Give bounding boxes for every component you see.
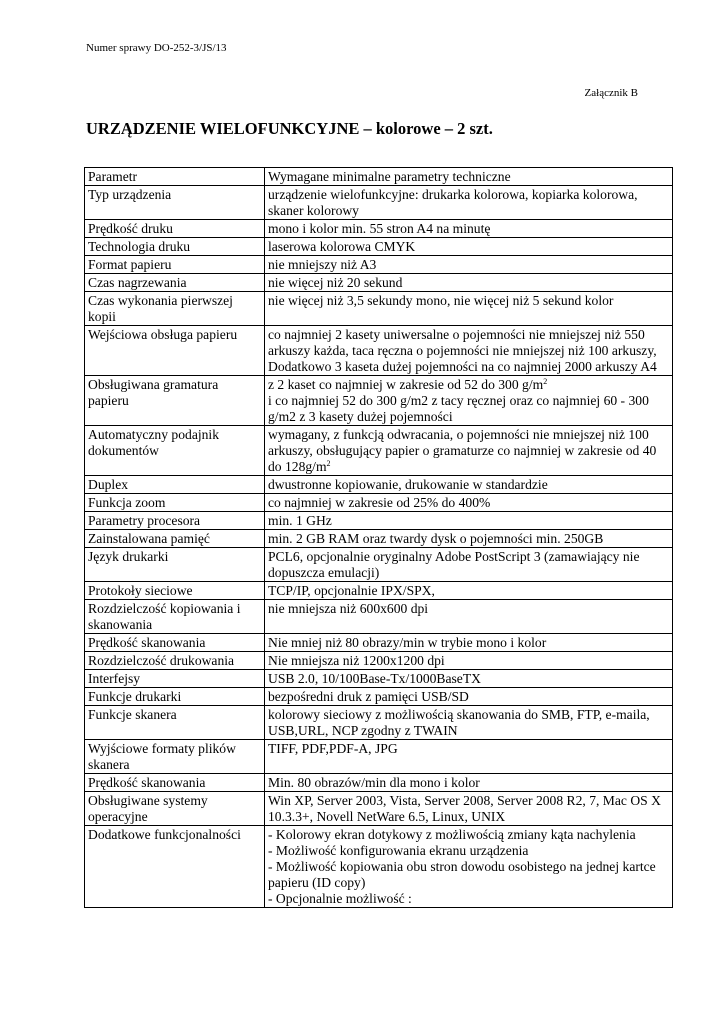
param-cell: Prędkość druku (85, 220, 265, 238)
value-text: z 2 kaset co najmniej w zakresie od 52 do 300 g/m (268, 377, 544, 392)
superscript: 2 (326, 459, 331, 468)
value-cell: Win XP, Server 2003, Vista, Server 2008, Server 2008 R2, 7, Mac OS X 10.3.3+, Novell NetWare 6.5, Linux, UNIX (265, 792, 673, 826)
param-cell: Rozdzielczość kopiowania i skanowania (85, 600, 265, 634)
param-cell: Format papieru (85, 256, 265, 274)
table-row (85, 652, 673, 670)
table-row (85, 256, 673, 274)
value-cell: TCP/IP, opcjonalnie IPX/SPX, (265, 582, 673, 600)
value-cell: Nie mniej niż 80 obrazy/min w trybie mono i kolor (265, 634, 673, 652)
table-row (85, 634, 673, 652)
table-row (85, 512, 673, 530)
table-row (85, 220, 673, 238)
param-cell: Rozdzielczość drukowania (85, 652, 265, 670)
param-cell: Duplex (85, 476, 265, 494)
table-row (85, 292, 673, 326)
value-cell: nie mniejsza niż 600x600 dpi (265, 600, 673, 634)
value-line: - Możliwość kopiowania obu stron dowodu osobistego na jednej kartce papieru (ID copy) (268, 859, 656, 890)
value-cell: co najmniej w zakresie od 25% do 400% (265, 494, 673, 512)
value-cell: nie mniejszy niż A3 (265, 256, 673, 274)
value-cell: urządzenie wielofunkcyjne: drukarka kolorowa, kopiarka kolorowa, skaner kolorowy (265, 186, 673, 220)
table-row (85, 530, 673, 548)
value-line: - Możliwość konfigurowania ekranu urządzenia (268, 843, 529, 858)
param-cell: Obsługiwane systemy operacyjne (85, 792, 265, 826)
param-cell: Parametry procesora (85, 512, 265, 530)
param-cell: Funkcje drukarki (85, 688, 265, 706)
table-row (85, 186, 673, 220)
param-cell: Czas wykonania pierwszej kopii (85, 292, 265, 326)
param-cell: Typ urządzenia (85, 186, 265, 220)
table-row (85, 670, 673, 688)
param-cell: Prędkość skanowania (85, 774, 265, 792)
table-row (85, 376, 673, 426)
annex-label: Załącznik B (584, 87, 638, 99)
table-row (85, 476, 673, 494)
value-cell (265, 426, 673, 476)
value-cell (265, 826, 673, 908)
table-row (85, 274, 673, 292)
param-cell: Automatyczny podajnik dokumentów (85, 426, 265, 476)
param-cell: Interfejsy (85, 670, 265, 688)
value-cell: PCL6, opcjonalnie oryginalny Adobe PostScript 3 (zamawiający nie dopuszcza emulacji) (265, 548, 673, 582)
param-cell: Prędkość skanowania (85, 634, 265, 652)
value-cell: mono i kolor min. 55 stron A4 na minutę (265, 220, 673, 238)
param-cell: Technologia druku (85, 238, 265, 256)
value-cell: nie więcej niż 20 sekund (265, 274, 673, 292)
table-row (85, 774, 673, 792)
table-row (85, 582, 673, 600)
value-cell: bezpośredni druk z pamięci USB/SD (265, 688, 673, 706)
param-cell: Protokoły sieciowe (85, 582, 265, 600)
document-title: URZĄDZENIE WIELOFUNKCYJNE – kolorowe – 2 szt. (86, 119, 493, 138)
param-cell: Funkcja zoom (85, 494, 265, 512)
table-header-row (85, 168, 673, 186)
value-cell: co najmniej 2 kasety uniwersalne o pojemności nie mniejszej niż 550 arkuszy każda, taca ręczna o pojemności nie mniejszej niż 100 arkuszy, Dodatkowo 3 kaseta dużej pojemności na co najmniej 2000 arkuszy A4 (265, 326, 673, 376)
param-cell: Wejściowa obsługa papieru (85, 326, 265, 376)
value-cell: TIFF, PDF,PDF-A, JPG (265, 740, 673, 774)
table-row (85, 494, 673, 512)
value-cell: Min. 80 obrazów/min dla mono i kolor (265, 774, 673, 792)
table-row (85, 426, 673, 476)
value-line: - Opcjonalnie możliwość : (268, 891, 412, 906)
header-param: Parametr (85, 168, 265, 186)
table-row (85, 826, 673, 908)
param-cell: Obsługiwana gramatura papieru (85, 376, 265, 426)
superscript: 2 (543, 377, 548, 386)
param-cell: Wyjściowe formaty plików skanera (85, 740, 265, 774)
param-cell: Czas nagrzewania (85, 274, 265, 292)
table-row (85, 706, 673, 740)
header-value: Wymagane minimalne parametry techniczne (265, 168, 673, 186)
value-text-continued: i co najmniej 52 do 300 g/m2 z tacy ręcznej oraz co najmniej 60 - 300 g/m2 z 3 kasety dużej pojemności (268, 393, 649, 424)
value-cell: min. 1 GHz (265, 512, 673, 530)
param-cell: Funkcje skanera (85, 706, 265, 740)
param-cell: Język drukarki (85, 548, 265, 582)
param-cell: Zainstalowana pamięć (85, 530, 265, 548)
table-row (85, 792, 673, 826)
table-row (85, 548, 673, 582)
spec-table (84, 167, 673, 908)
case-number: Numer sprawy DO-252-3/JS/13 (86, 42, 227, 54)
value-cell: kolorowy sieciowy z możliwością skanowania do SMB, FTP, e-maila, USB,URL, NCP zgodny z TWAIN (265, 706, 673, 740)
table-row (85, 600, 673, 634)
value-cell: laserowa kolorowa CMYK (265, 238, 673, 256)
table-row (85, 326, 673, 376)
table-row (85, 238, 673, 256)
value-cell: Nie mniejsza niż 1200x1200 dpi (265, 652, 673, 670)
value-cell: min. 2 GB RAM oraz twardy dysk o pojemności min. 250GB (265, 530, 673, 548)
table-row (85, 688, 673, 706)
value-line: - Kolorowy ekran dotykowy z możliwością zmiany kąta nachylenia (268, 827, 636, 842)
param-cell: Dodatkowe funkcjonalności (85, 826, 265, 908)
value-cell: USB 2.0, 10/100Base-Tx/1000BaseTX (265, 670, 673, 688)
value-cell (265, 376, 673, 426)
table-row (85, 740, 673, 774)
value-cell: dwustronne kopiowanie, drukowanie w standardzie (265, 476, 673, 494)
value-text: wymagany, z funkcją odwracania, o pojemności nie mniejszej niż 100 arkuszy, obsługujący papier o gramaturze co najmniej w zakresie od 40 do 128g/m (268, 427, 657, 474)
value-cell: nie więcej niż 3,5 sekundy mono, nie więcej niż 5 sekund kolor (265, 292, 673, 326)
